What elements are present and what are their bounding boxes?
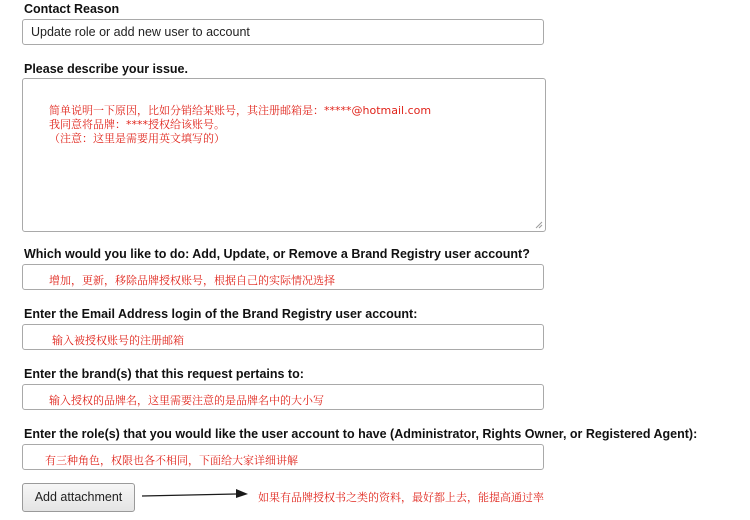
roles-field[interactable] — [22, 444, 544, 470]
attachment-annotation: 如果有品牌授权书之类的资料，最好都上去，能提高通过率 — [258, 491, 544, 504]
action-annotation: 增加，更新，移除品牌授权账号，根据自己的实际情况选择 — [49, 274, 335, 287]
contact-reason-field[interactable] — [22, 19, 544, 45]
arrow-right-icon — [142, 488, 250, 502]
email-label: Enter the Email Address login of the Brand Registry user account: — [24, 307, 418, 321]
email-field[interactable] — [22, 324, 544, 350]
action-label: Which would you like to do: Add, Update, or Remove a Brand Registry user account? — [24, 247, 530, 261]
contact-reason-label: Contact Reason — [24, 2, 120, 16]
add-attachment-button[interactable]: Add attachment — [22, 483, 135, 512]
roles-annotation: 有三种角色，权限也各不相同，下面给大家详细讲解 — [45, 454, 298, 467]
roles-label: Enter the role(s) that you would like the user account to have (Administrator, Rights Owner, or Registered Agent): — [24, 427, 698, 441]
describe-issue-textarea[interactable] — [22, 78, 546, 232]
describe-issue-annotation — [49, 104, 431, 146]
describe-issue-line-2: 我同意将品牌：****授权给该账号。 — [49, 118, 225, 131]
describe-issue-line-1: 简单说明一下原因，比如分销给某账号，其注册邮箱是：*****@hotmail.com — [49, 104, 432, 117]
describe-issue-line-3: （注意：这里是需要用英文填写的） — [49, 132, 225, 145]
brands-annotation: 输入授权的品牌名，这里需要注意的是品牌名中的大小写 — [49, 394, 324, 407]
resize-handle-icon[interactable] — [535, 221, 543, 229]
action-field[interactable] — [22, 264, 544, 290]
brands-label: Enter the brand(s) that this request pertains to: — [24, 367, 304, 381]
describe-issue-label: Please describe your issue. — [24, 62, 188, 76]
contact-reason-value: Update role or add new user to account — [31, 25, 250, 39]
brands-field[interactable] — [22, 384, 544, 410]
email-annotation: 输入被授权账号的注册邮箱 — [52, 334, 184, 347]
